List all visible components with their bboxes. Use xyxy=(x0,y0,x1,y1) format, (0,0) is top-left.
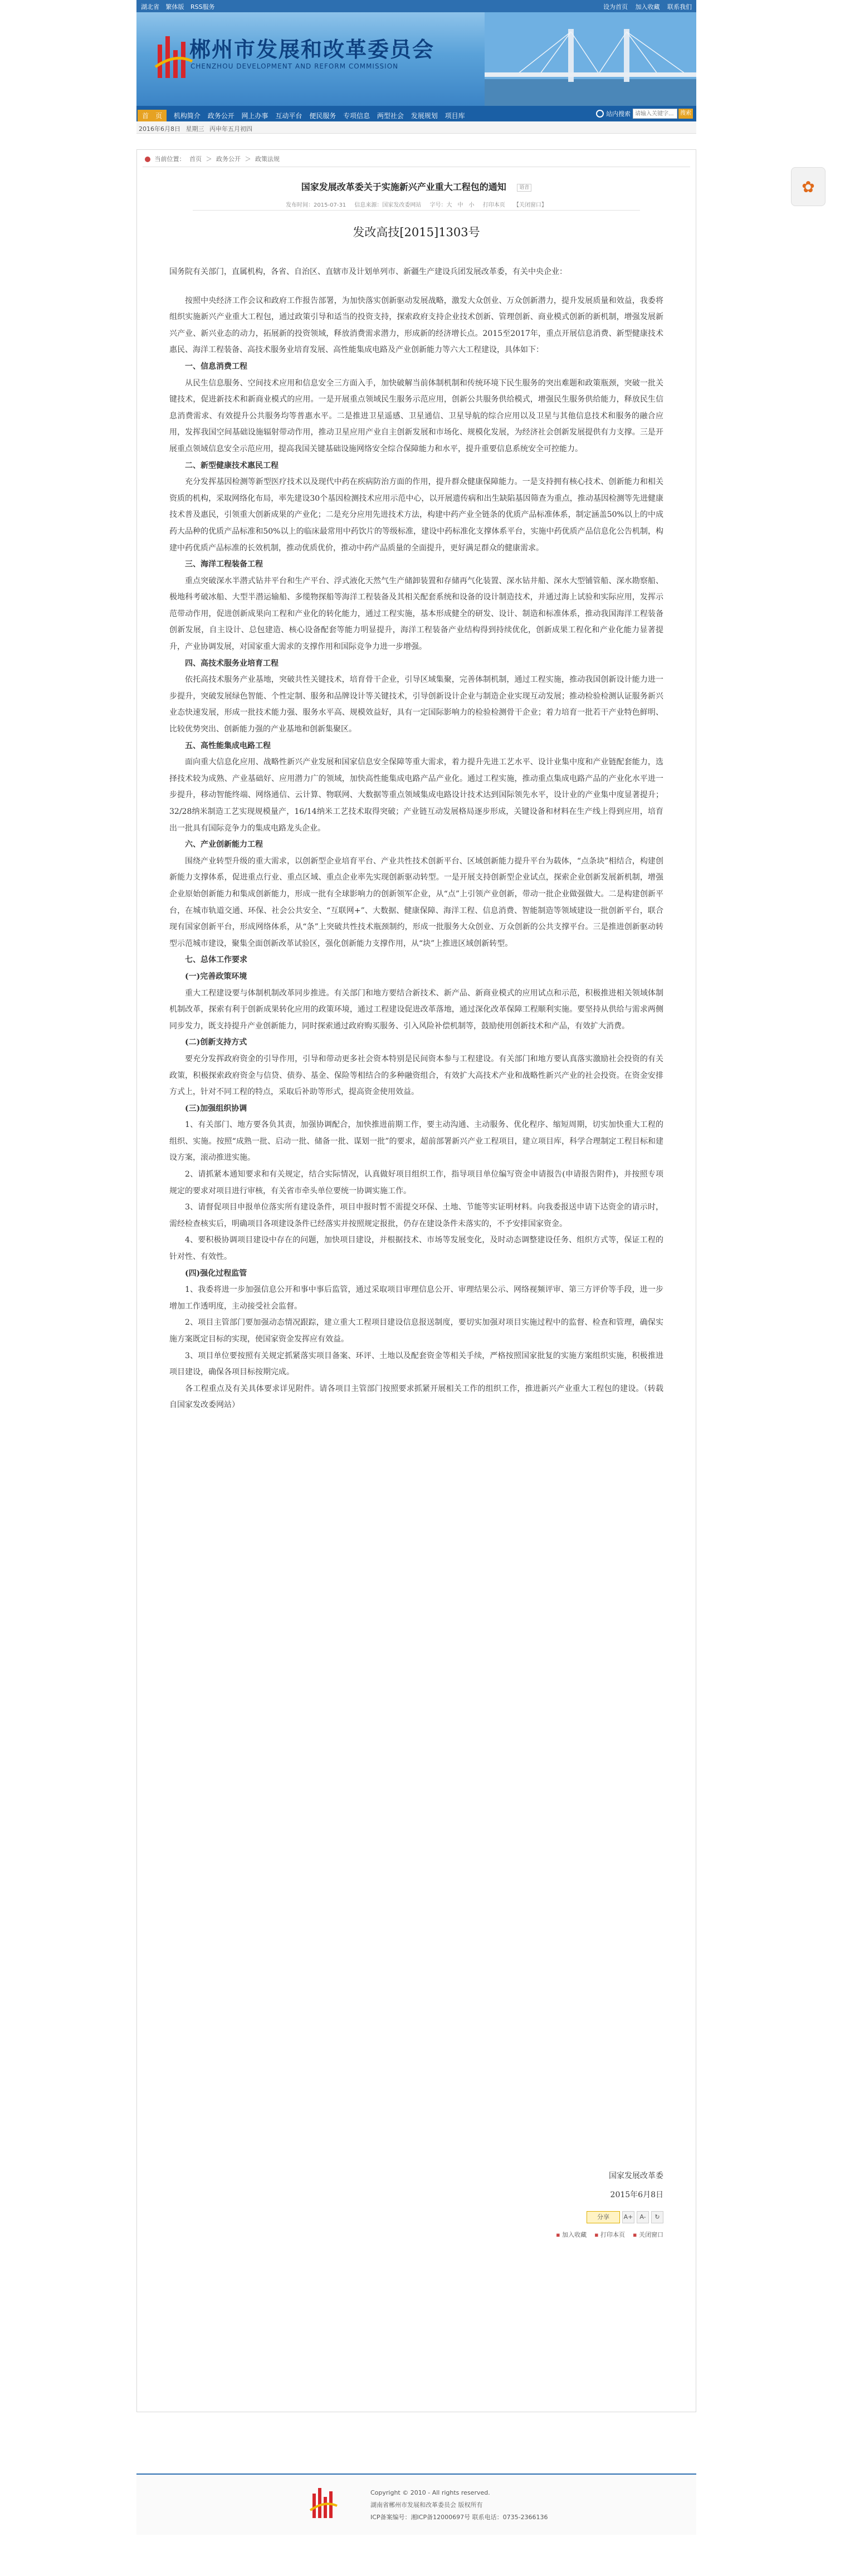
current-weekday: 星期三 xyxy=(185,125,204,133)
breadcrumb-sep: ＞ xyxy=(245,155,251,163)
breadcrumb-link[interactable]: 政务公开 xyxy=(216,155,241,163)
article-paragraph: 3、请督促项目申报单位落实所有建设条件，项目申报时暂不需提交环保、土地、节能等实证明材料。向我委报送申请下达资金的请示时，需经检查核实后，明确项目各项建设条件已经落实并按照规定报批，仍存在建设条件未落实的，不予安排国家资金。 xyxy=(169,1203,663,1228)
bridge-image xyxy=(485,12,696,106)
section-heading: (三)加强组织协调 xyxy=(185,1104,247,1113)
site-search xyxy=(596,108,693,119)
article-title: 国家发展改革委关于实施新兴产业重大工程包的通知 xyxy=(301,182,506,192)
section-heading: 七、总体工作要求 xyxy=(185,955,247,965)
article-paragraph: 各工程重点及有关具体要求详见附件。请各项目主管部门按照要求抓紧开展相关工作的组织工作，推进新兴产业重大工程包的建设。（转载自国家发改委网站） xyxy=(169,1384,663,1410)
nav-item[interactable]: 政务公开 xyxy=(207,112,235,120)
owner: 湖南省郴州市发展和改革委员会 版权所有 xyxy=(370,2501,483,2509)
section-heading: 六、产业创新能力工程 xyxy=(185,840,263,850)
footer-logo-icon xyxy=(309,2482,354,2527)
article-paragraph: 1、有关部门、地方要各负其责，加强协调配合，加快推进前期工作，要主动沟通、主动服务、优化程序、缩短周期，切实加快重大工程的组织、实施。按照“成熟一批、启动一批、储备一批、谋划一批”的要求，超前部署新兴产业工程项目，建立项目库，科学合理制定工程目标和建设方案，滚动推进实施。 xyxy=(169,1120,663,1163)
article-meta xyxy=(137,200,696,208)
article-paragraph: 面向重大信息化应用、战略性新兴产业发展和国家信息安全保障等重大需求，着力提升先进工艺水平、设计业集中度和产业链配套能力，选择技术较为成熟、产业基础好、应用潜力广的领域，加快高性能集成电路产品产业化。通过工程实施，推动重点集成电路产品的产业化水平进一步提升，移动智能终端、网络通信、云计算、物联网、大数据等重点领域集成电路设计技术达到国际领先水平，设计业的产业集中度显著提升；32/28纳米制造工艺实现规模量产，16/14纳米工艺技术取得突破；产业链互动发展格局逐步形成，关键设备和材料在生产线上得到应用，培育出一批具有国际竞争力的集成电路龙头企业。 xyxy=(169,758,663,833)
breadcrumb-link[interactable]: 政策法规 xyxy=(255,155,280,163)
article-paragraph: 要充分发挥政府资金的引导作用，引导和带动更多社会资本特别是民间资本参与工程建设。有关部门和地方要认真落实激励社会投资的有关政策，积极探索政府资金与信贷、债券、基金、保险等相结合的多种融资组合，有效扩大高技术产业和战略性新兴产业的社会投资。在资金安排方式上，针对不同工程的特点，采取后补助等形式，提高资金使用效益。 xyxy=(169,1054,663,1097)
nav-item[interactable]: 两型社会 xyxy=(377,112,404,120)
article-paragraph: 按照中央经济工作会议和政府工作报告部署，为加快落实创新驱动发展战略，激发大众创业、万众创新潜力，提升发展质量和效益，我委将组织实施新兴产业重大工程包，通过政策引导和适当的投资支持，探索政府支持企业技术创新、管理创新、商业模式创新的新机制，增强发展新兴产业、新兴业态的动力，拓展新的投资领域，释放消费需求潜力，形成新的经济增长点。2015至2017年，重点开展信息消费、新型健康技术惠民、海洋工程装备、高技术服务业培育发展、高性能集成电路及产业创新能力等六大工程建设，具体如下： xyxy=(169,296,663,355)
nav-item[interactable]: 项目库 xyxy=(445,112,465,120)
section-heading: 四、高技术服务业培育工程 xyxy=(185,658,279,668)
search-input[interactable] xyxy=(633,109,677,119)
article-paragraph: 国务院有关部门，直属机构，各省、自治区、直辖市及计划单列市、新疆生产建设兵团发展改革委，有关中央企业： xyxy=(169,267,567,276)
footer-text xyxy=(370,2487,548,2524)
article-paragraph: 2、请抓紧本通知要求和有关规定，结合实际情况，认真做好项目组织工作，指导项目单位编写资金申请报告(申请报告附件)，并按照专项规定的要求对项目进行审核，有关省市牵头单位要统一协调实施工作。 xyxy=(169,1170,663,1196)
article-paragraph: 3、项目单位要按照有关规定抓紧落实项目备案、环评、土地以及配套资金等相关手续，严格按照国家批复的实施方案组织实施，积极推进项目建设，确保各项目标按期完成。 xyxy=(169,1351,663,1377)
article-paragraph: 4、要积极协调项目建设中存在的问题，加快项目建设，并根据技术、市场等发展变化，及时动态调整建设任务、组织方式等，保证工程的针对性、有效性。 xyxy=(169,1236,663,1262)
breadcrumb-link[interactable]: 首页 xyxy=(189,155,202,163)
favorite-link[interactable]: ▪ 加入收藏 xyxy=(556,2230,587,2239)
top-link[interactable]: 设为首页 xyxy=(603,3,628,11)
document-number: 发改高技[2015]1303号 xyxy=(353,226,480,239)
publish-time: 发布时间：2015-07-31 xyxy=(286,202,346,208)
site-name: 郴州市发展和改革委员会 xyxy=(189,37,435,62)
footer xyxy=(136,2473,696,2535)
article-container xyxy=(136,149,696,2412)
breadcrumb-label: 当前位置： xyxy=(154,155,185,163)
top-link[interactable]: 加入收藏 xyxy=(635,3,660,11)
print-page-link[interactable]: ▪ 打印本页 xyxy=(594,2230,625,2239)
lunar-date: 丙申年五月初四 xyxy=(209,125,252,133)
section-heading: 五、高性能集成电路工程 xyxy=(185,741,271,750)
section-heading: 二、新型健康技术惠民工程 xyxy=(185,461,279,470)
top-link[interactable]: 繁体版 xyxy=(165,3,184,11)
article-paragraph: 重大工程建设要与体制机制改革同步推进。有关部门和地方要结合新技术、新产品、新商业模式的应用试点和示范，积极推进相关领域体制机制改革，探索有利于创新成果转化应用的政策环境，通过工程建设促进改革落地，通过深化改革保障工程顺利实施。要坚持从供给与需求两侧同步发力，既支持提升产业创新能力，同时探索通过政府购买服务、引入风险补偿机制等，鼓励使用创新技术和产品，有效扩大消费。 xyxy=(169,988,663,1031)
sign-date: 2015年6月8日 xyxy=(610,2190,663,2199)
reset-button[interactable]: ↻ xyxy=(651,2211,663,2223)
section-heading: 三、海洋工程装备工程 xyxy=(185,560,263,569)
search-icon xyxy=(596,110,604,118)
section-heading: 一、信息消费工程 xyxy=(185,362,247,371)
copyright: Copyright © 2010 - All rights reserved. xyxy=(370,2489,490,2496)
current-date: 2016年6月8日 xyxy=(139,125,180,133)
site-subtitle: CHENZHOU DEVELOPMENT AND REFORM COMMISSION xyxy=(191,62,399,70)
article-paragraph: 1、我委将进一步加强信息公开和事中事后监管，通过采取项目审理信息公开、审理结果公示、网络视频评审、第三方评价等手段，进一步增加工作透明度，主动接受社会监督。 xyxy=(169,1285,663,1311)
article-tools xyxy=(519,2211,663,2245)
top-links-right xyxy=(598,2,692,11)
font-increase-button[interactable]: A+ xyxy=(622,2211,634,2223)
breadcrumb xyxy=(145,154,282,163)
sign-org: 国家发展改革委 xyxy=(609,2172,663,2180)
article-paragraph: 从民生信息服务、空间技术应用和信息安全三方面入手，加快破解当前体制机制和传统环境下民生服务的突出难题和政策瓶颈，突破一批关键技术，促进新技术和新商业模式的应用。一是开展重点领域民生服务示范应用，创新公共服务供给模式，增强民生服务供给能力，释放民生信息消费需求、有效提升公共服务均等普惠水平。二是推进卫星遥感、卫星通信、卫星导航的综合应用以及卫星与其他信息技术和服务的融合应用，发挥我国空间基础设施辐射带动作用，推动卫星应用产业自主创新发展和市场化、规模化发展，为经济社会创新发展提供有力支撑。三是开展重点领域信息安全示范应用，提高我国关键基础设施网络安全综合保障能力和水平，提升重要信息系统安全可控能力。 xyxy=(169,378,663,453)
article-body xyxy=(169,264,663,1414)
main-nav xyxy=(136,106,696,121)
top-links-left xyxy=(141,2,219,11)
print-link[interactable]: 打印本页 xyxy=(482,202,505,208)
signature xyxy=(609,2167,663,2204)
icp-info: ICP备案编号：湘ICP备12000697号 联系电话：0735-2366136 xyxy=(370,2514,548,2521)
search-label: 站内搜索 xyxy=(606,110,631,118)
section-heading: (二)创新支持方式 xyxy=(185,1038,247,1047)
source: 信息来源：国家发改委网站 xyxy=(354,202,422,208)
top-link[interactable]: 湖北省 xyxy=(141,3,159,11)
top-bar xyxy=(136,0,696,12)
article-title-row xyxy=(137,180,696,193)
breadcrumb-sep: ＞ xyxy=(206,155,212,163)
nav-item[interactable]: 机构简介 xyxy=(173,112,201,120)
nav-item[interactable]: 网上办事 xyxy=(241,112,268,120)
font-decrease-button[interactable]: A- xyxy=(637,2211,649,2223)
speak-button[interactable]: 语音 xyxy=(517,184,531,192)
section-heading: (一)完善政策环境 xyxy=(185,972,247,981)
date-bar xyxy=(136,121,696,134)
section-heading: (四)强化过程监管 xyxy=(185,1269,247,1278)
article-paragraph: 2、项目主管部门要加强动态情况跟踪，建立重大工程项目建设信息报送制度，要切实加强对项目实施过程中的监督、检查和管理，确保实施方案既定目标的实现，使国家资金发挥应有效益。 xyxy=(169,1318,663,1344)
nav-item[interactable]: 便民服务 xyxy=(309,112,336,120)
font-size-switch[interactable]: 字号：大 中 小 xyxy=(429,202,475,208)
nav-item-home[interactable]: 首 页 xyxy=(138,110,167,121)
banner xyxy=(136,12,696,106)
floating-service-icon[interactable]: ✿ xyxy=(791,167,826,206)
divider xyxy=(193,210,640,211)
nav-item[interactable]: 专项信息 xyxy=(343,112,370,120)
article-paragraph: 重点突破深水半潜式钻井平台和生产平台、浮式液化天然气生产储卸装置和存储再气化装置、深水钻井船、深水大型铺管船、深水勘察船、极地科考破冰船、大型半潜运输船、多缆物探船等海洋工程装备及其相关配套系统和设备的设计制造技术，并通过海上试验和实际应用，发挥示范带动作用，促进创新成果向工程和产业化的转化能力，通过工程实施，基本形成健全的研发、设计、制造和标准体系，推动我国海洋工程装备创新发展，自主设计、总包建造、核心设备配套等能力明显提升，海洋工程装备产业结构得到持续优化，创新成果工程化和产业化能力显著提升，产业协调发展，对国家重大需求的支撑作用和国际竞争力进一步增强。 xyxy=(169,576,663,652)
location-icon xyxy=(145,157,150,162)
search-button[interactable]: 搜索 xyxy=(678,109,693,119)
article-paragraph: 依托高技术服务产业基地，突破共性关键技术，培育骨干企业，引导区域集聚，完善体制机制，通过工程实施，推动我国创新设计能力进一步提升，突破发展绿色智能、个性定制、服务和品牌设计等关键技术，引导创新设计企业与制造企业实现互动发展；推动检验检测认证服务新兴业态快速发展，形成一批技术能力强、服务水平高、规模效益好，具有一定国际影响力的检验检测骨干企业；着力培育一批若干产业特色鲜明、比较优势突出、创新能力强的产业基地和创新集聚区。 xyxy=(169,675,663,734)
article-paragraph: 充分发挥基因检测等新型医疗技术以及现代中药在疾病防治方面的作用，提升群众健康保障能力。一是支持拥有核心技术、创新能力和相关资质的机构，采取网络化布局，率先建设30个基因检测技术应用示范中心，以开展遗传病和出生缺陷基因筛查为重点，推动基因检测等先进健康技术普及惠民，引领重大创新成果的产业化；二是充分应用先进技术方法，构建中药产业全链条的优质产品标准体系，制定涵盖50%以上的中成药大品种的优质产品标准和50%以上的临床最常用中药饮片的等级标准，建设中药标准化支撑体系平台，实施中药优质产品信息化公告机制，构建中药优质产品标准的长效机制，推动优质优价，推动中药产品质量的全面提升，更好满足群众的健康需求。 xyxy=(169,477,663,553)
close-window-link[interactable]: ▪ 关闭窗口 xyxy=(633,2230,663,2239)
top-link[interactable]: RSS服务 xyxy=(191,3,215,11)
nav-item[interactable]: 发展规划 xyxy=(411,112,438,120)
top-link[interactable]: 联系我们 xyxy=(667,3,692,11)
nav-item[interactable]: 互动平台 xyxy=(275,112,302,120)
close-link[interactable]: 【关闭窗口】 xyxy=(513,202,547,208)
article-paragraph: 围绕产业转型升级的重大需求，以创新型企业培育平台、产业共性技术创新平台、区域创新能力提升平台为载体，“点条块”相结合，构建创新能力支撑体系，促进重点行业、重点区域、重点企业率先实现创新驱动转型。一是开展支持创新型企业试点，探索企业创新发展新机制，增强企业原始创新能力和集成创新能力，形成一批有全球影响力的创新领军企业，从“点”上引领产业创新，带动一批企业做强做大。二是构建创新平台，在城市轨道交通、环保、社会公共安全、“互联网+”、大数据、健康保障、海洋工程、信息消费、智能制造等领域建设一批创新平台，联合现有国家创新平台，形成网络体系，从“条”上突破共性技术瓶颈制约，形成一批服务大众创业、万众创新的公共支撑平台。三是推进创新驱动转型示范城市建设，聚集全面创新改革试验区，强化创新能力支撑作用，从“块”上推进区域创新转型。 xyxy=(169,856,663,948)
share-button[interactable]: 分享 xyxy=(587,2211,620,2223)
